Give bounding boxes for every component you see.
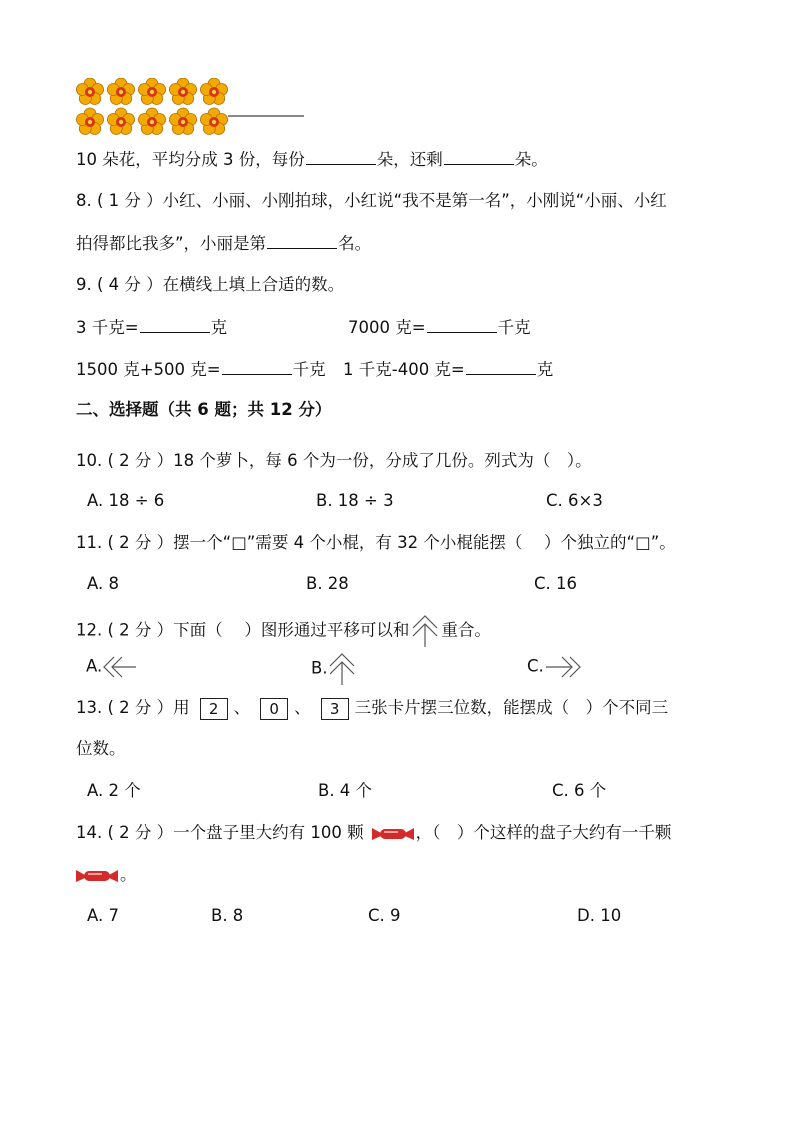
q7-text-1: 10 朵花，平均分成 3 份，每份 — [76, 150, 305, 169]
q9-a-blank[interactable] — [140, 316, 210, 333]
q9-a-text: 3 千克= — [76, 318, 139, 337]
q14-option-c[interactable]: C. 9 — [368, 906, 401, 925]
q12-stem-text: 12. ( 2 分 ）下面（ ）图形通过平移可以和 — [76, 620, 410, 640]
q12-option-c[interactable] — [527, 655, 584, 679]
q13-sep-2: 、 — [294, 698, 311, 717]
card-3: 3 — [321, 698, 349, 720]
q9-d-text: 1 千克-400 克= — [343, 360, 465, 379]
q7-blank-2[interactable] — [444, 148, 514, 165]
q13-option-c[interactable]: C. 6 个 — [552, 781, 607, 800]
q9-b-blank[interactable] — [427, 316, 497, 333]
q12-option-a-label: A. — [86, 656, 103, 676]
card-2: 2 — [200, 698, 228, 720]
q9-b — [348, 316, 531, 339]
card-0: 0 — [260, 698, 288, 720]
right-arrow-shape-icon — [544, 655, 584, 679]
q9-d — [343, 358, 553, 381]
q14-stem-end: ，（ ）个这样的盘子大约有一千颗 — [415, 823, 672, 842]
q11-stem: 11. ( 2 分 ）摆一个“□”需要 4 个小棍，有 32 个小棍能摆（ ）个独立的“□”。 — [76, 533, 676, 552]
q10-option-a[interactable]: A. 18 ÷ 6 — [87, 491, 165, 510]
q9-title: 9. ( 4 分 ）在横线上填上合适的数。 — [76, 275, 345, 294]
q13-line2: 位数。 — [76, 739, 126, 758]
q10-option-c[interactable]: C. 6×3 — [546, 491, 603, 510]
tree-shape-option-icon — [328, 652, 356, 686]
q8-text: 拍得都比我多”，小丽是第 — [76, 234, 267, 253]
q11-option-c[interactable]: C. 16 — [534, 574, 578, 593]
q14-line2-text: 。 — [120, 865, 137, 884]
q14-stem-text: 14. ( 2 分 ）一个盘子里大约有 100 颗 — [76, 823, 364, 842]
q9-c — [76, 358, 326, 381]
q14-line2 — [76, 864, 137, 886]
q9-c-text: 1500 克+500 克= — [76, 360, 221, 379]
q12-option-b[interactable] — [311, 652, 356, 686]
q9-a — [76, 316, 227, 339]
q10-stem: 10. ( 2 分 ）18 个萝卜，每 6 个为一份，分成了几份。列式为（ ）。 — [76, 451, 592, 470]
q14-stem — [76, 822, 671, 844]
q9-d-unit: 克 — [536, 360, 554, 379]
candy-icon — [372, 825, 414, 843]
q8-text-end: 名。 — [338, 234, 372, 253]
q12-stem-end: 重合。 — [441, 620, 491, 640]
q9-d-blank[interactable] — [466, 358, 536, 375]
q8-blank[interactable] — [267, 232, 337, 249]
q7-blank-1[interactable] — [306, 148, 376, 165]
q13-option-b[interactable]: B. 4 个 — [318, 781, 373, 800]
q9-b-unit: 千克 — [497, 318, 531, 337]
q10-option-b[interactable]: B. 18 ÷ 3 — [316, 491, 394, 510]
q7-text-2: 朵，还剩 — [376, 150, 443, 169]
tree-shape-icon — [411, 614, 439, 648]
q12-option-a[interactable] — [86, 655, 138, 679]
q7-text-3: 朵。 — [514, 150, 548, 169]
flower-illustration — [76, 78, 316, 138]
q12-stem — [76, 614, 491, 648]
q13-stem-text: 13. ( 2 分 ）用 — [76, 698, 190, 717]
q9-b-text: 7000 克= — [348, 318, 426, 337]
q14-option-a[interactable]: A. 7 — [87, 906, 119, 925]
q7-line — [76, 148, 548, 171]
q11-option-b[interactable]: B. 28 — [306, 574, 349, 593]
q8-line1: 8. ( 1 分 ）小红、小丽、小刚拍球，小红说“我不是第一名”，小刚说“小丽、小红 — [76, 191, 667, 210]
q13-stem — [76, 697, 668, 720]
q11-option-a[interactable]: A. 8 — [87, 574, 119, 593]
section-title: 二、选择题（共 6 题；共 12 分） — [76, 400, 332, 419]
q13-sep-1: 、 — [233, 698, 251, 717]
q13-stem-end: 三张卡片摆三位数，能摆成（ ）个不同三 — [354, 698, 669, 717]
q12-option-b-label: B. — [311, 658, 328, 678]
q9-c-unit: 千克 — [292, 360, 326, 379]
q13-option-a[interactable]: A. 2 个 — [87, 781, 141, 800]
q8-line2 — [76, 232, 371, 255]
q14-option-d[interactable]: D. 10 — [577, 906, 622, 925]
q14-option-b[interactable]: B. 8 — [211, 906, 244, 925]
left-arrow-shape-icon — [102, 655, 138, 679]
q9-c-blank[interactable] — [222, 358, 292, 375]
q12-option-c-label: C. — [527, 656, 544, 676]
q9-a-unit: 克 — [210, 318, 228, 337]
candy-icon-2 — [76, 867, 118, 885]
